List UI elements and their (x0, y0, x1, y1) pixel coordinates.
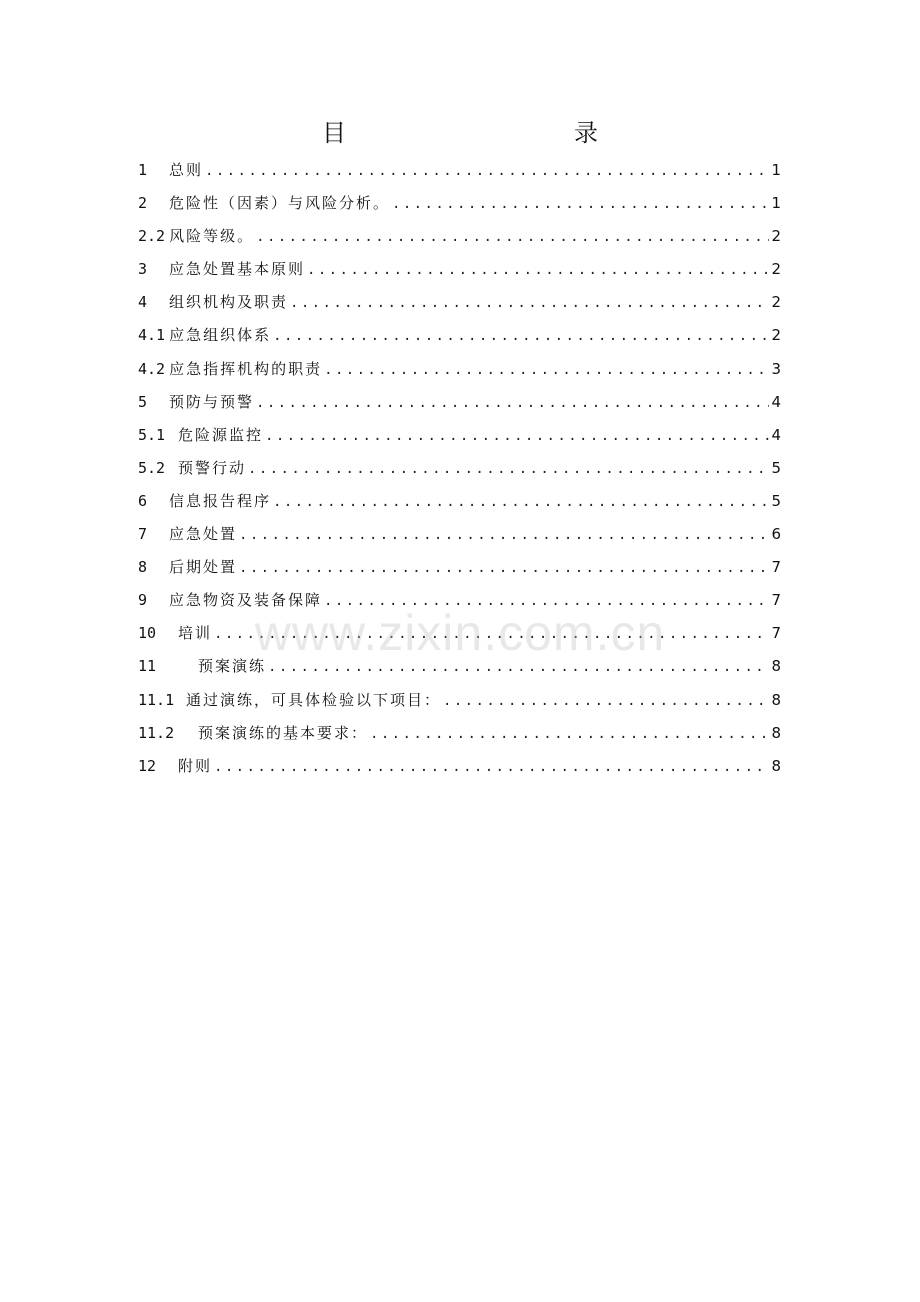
toc-dot-leader (443, 685, 769, 718)
toc-entry-number: 4.1 (138, 326, 166, 345)
toc-entry-number: 12 (138, 756, 157, 775)
toc-entry-page: 7 (771, 591, 781, 610)
toc-entry-page: 5 (771, 491, 781, 510)
toc-dot-leader (256, 221, 769, 254)
toc-entry-page: 1 (771, 161, 781, 179)
toc-dot-leader (273, 486, 769, 519)
toc-entry-label: 组织机构及职责 (169, 293, 289, 312)
toc-dot-leader (239, 552, 769, 585)
toc-dot-leader (256, 387, 769, 420)
toc-entry-number: 4 (138, 293, 148, 312)
toc-dot-leader (324, 585, 769, 618)
toc-entry-page: 4 (771, 392, 781, 411)
toc-dot-leader (324, 354, 769, 387)
toc-entry-7[interactable] (138, 518, 781, 551)
toc-entry-label: 应急组织体系 (169, 326, 272, 345)
toc-entry-4-2[interactable] (138, 353, 781, 386)
toc-entry-11[interactable] (138, 650, 781, 683)
toc-entry-page: 7 (771, 624, 781, 643)
toc-dot-leader (239, 519, 769, 552)
toc-entry-label: 培训 (178, 624, 213, 643)
toc-entry-page: 6 (771, 525, 781, 544)
toc-entry-label: 信息报告程序 (169, 491, 272, 510)
toc-entry-8[interactable] (138, 551, 781, 584)
toc-entry-number: 11.2 (138, 723, 175, 742)
toc-entry-number: 1 (138, 161, 148, 179)
toc-entry-label: 危险源监控 (178, 425, 264, 444)
toc-dot-leader (268, 651, 769, 684)
toc-dot-leader (265, 420, 769, 453)
toc-entry-3[interactable] (138, 253, 781, 286)
toc-dot-leader (273, 320, 769, 353)
toc-entry-label: 应急指挥机构的职责 (169, 359, 323, 378)
toc-entry-5-2[interactable] (138, 452, 781, 485)
toc-entry-page: 2 (771, 260, 781, 279)
toc-entry-page: 7 (771, 558, 781, 577)
toc-entry-page: 5 (771, 458, 781, 477)
toc-entry-label: 后期处置 (169, 558, 238, 577)
toc-entry-1[interactable] (138, 154, 781, 187)
toc-entry-page: 4 (771, 425, 781, 444)
toc-entry-label: 应急物资及装备保障 (169, 591, 323, 610)
toc-entry-number: 10 (138, 624, 157, 643)
toc-dot-leader (370, 718, 769, 751)
toc-entry-number: 2.2 (138, 227, 166, 246)
toc-dot-leader (214, 618, 769, 651)
toc-dot-leader (205, 155, 769, 188)
toc-entry-page: 1 (771, 194, 781, 213)
toc-entry-label: 应急处置基本原则 (169, 260, 306, 279)
toc-entry-number: 5.1 (138, 425, 166, 444)
toc-entry-5-1[interactable] (138, 419, 781, 452)
toc-entry-6[interactable] (138, 485, 781, 518)
toc-entry-number: 8 (138, 558, 148, 577)
watermark: www.zixin.com.cn (254, 605, 666, 661)
toc-dot-leader (214, 751, 769, 784)
table-of-contents (138, 154, 781, 783)
toc-entry-label: 预案演练的基本要求： (198, 723, 369, 742)
toc-entry-page: 8 (771, 690, 781, 709)
toc-entry-label: 通过演练，可具体检验以下项目： (186, 690, 442, 709)
toc-entry-9[interactable] (138, 584, 781, 617)
toc-dot-leader (307, 254, 769, 287)
toc-entry-label: 预防与预警 (169, 392, 255, 411)
toc-entry-number: 7 (138, 525, 148, 544)
toc-dot-leader (392, 188, 769, 221)
toc-entry-page: 2 (771, 293, 781, 312)
toc-entry-number: 6 (138, 491, 148, 510)
toc-entry-5[interactable] (138, 386, 781, 419)
toc-entry-label: 预警行动 (178, 458, 247, 477)
toc-entry-page: 3 (771, 359, 781, 378)
toc-entry-11-2[interactable] (138, 717, 781, 750)
toc-dot-leader (290, 287, 769, 320)
toc-entry-label: 风险等级。 (169, 227, 255, 246)
toc-entry-number: 5 (138, 392, 148, 411)
toc-entry-label: 预案演练 (198, 657, 267, 676)
toc-entry-label: 危险性（因素）与风险分析。 (169, 194, 391, 213)
toc-entry-11-1[interactable] (138, 684, 781, 717)
toc-entry-number: 9 (138, 591, 148, 610)
toc-entry-2-2[interactable] (138, 220, 781, 253)
toc-entry-2[interactable] (138, 187, 781, 220)
toc-entry-number: 5.2 (138, 458, 166, 477)
toc-entry-12[interactable] (138, 750, 781, 783)
toc-entry-number: 4.2 (138, 359, 166, 378)
toc-entry-4[interactable] (138, 286, 781, 319)
toc-entry-number: 11.1 (138, 690, 175, 709)
toc-entry-label: 附则 (178, 756, 213, 775)
toc-entry-10[interactable] (138, 617, 781, 650)
toc-entry-page: 8 (771, 723, 781, 742)
toc-entry-label: 应急处置 (169, 525, 238, 544)
toc-entry-label: 总则 (169, 161, 204, 179)
toc-entry-number: 3 (138, 260, 148, 279)
toc-title: 目 录 (322, 119, 658, 147)
toc-entry-number: 2 (138, 194, 148, 213)
toc-entry-page: 2 (771, 326, 781, 345)
toc-entry-page: 8 (771, 657, 781, 676)
toc-dot-leader (248, 453, 769, 486)
toc-entry-4-1[interactable] (138, 319, 781, 352)
toc-entry-page: 8 (771, 756, 781, 775)
toc-entry-page: 2 (771, 227, 781, 246)
toc-entry-number: 11 (138, 657, 157, 676)
